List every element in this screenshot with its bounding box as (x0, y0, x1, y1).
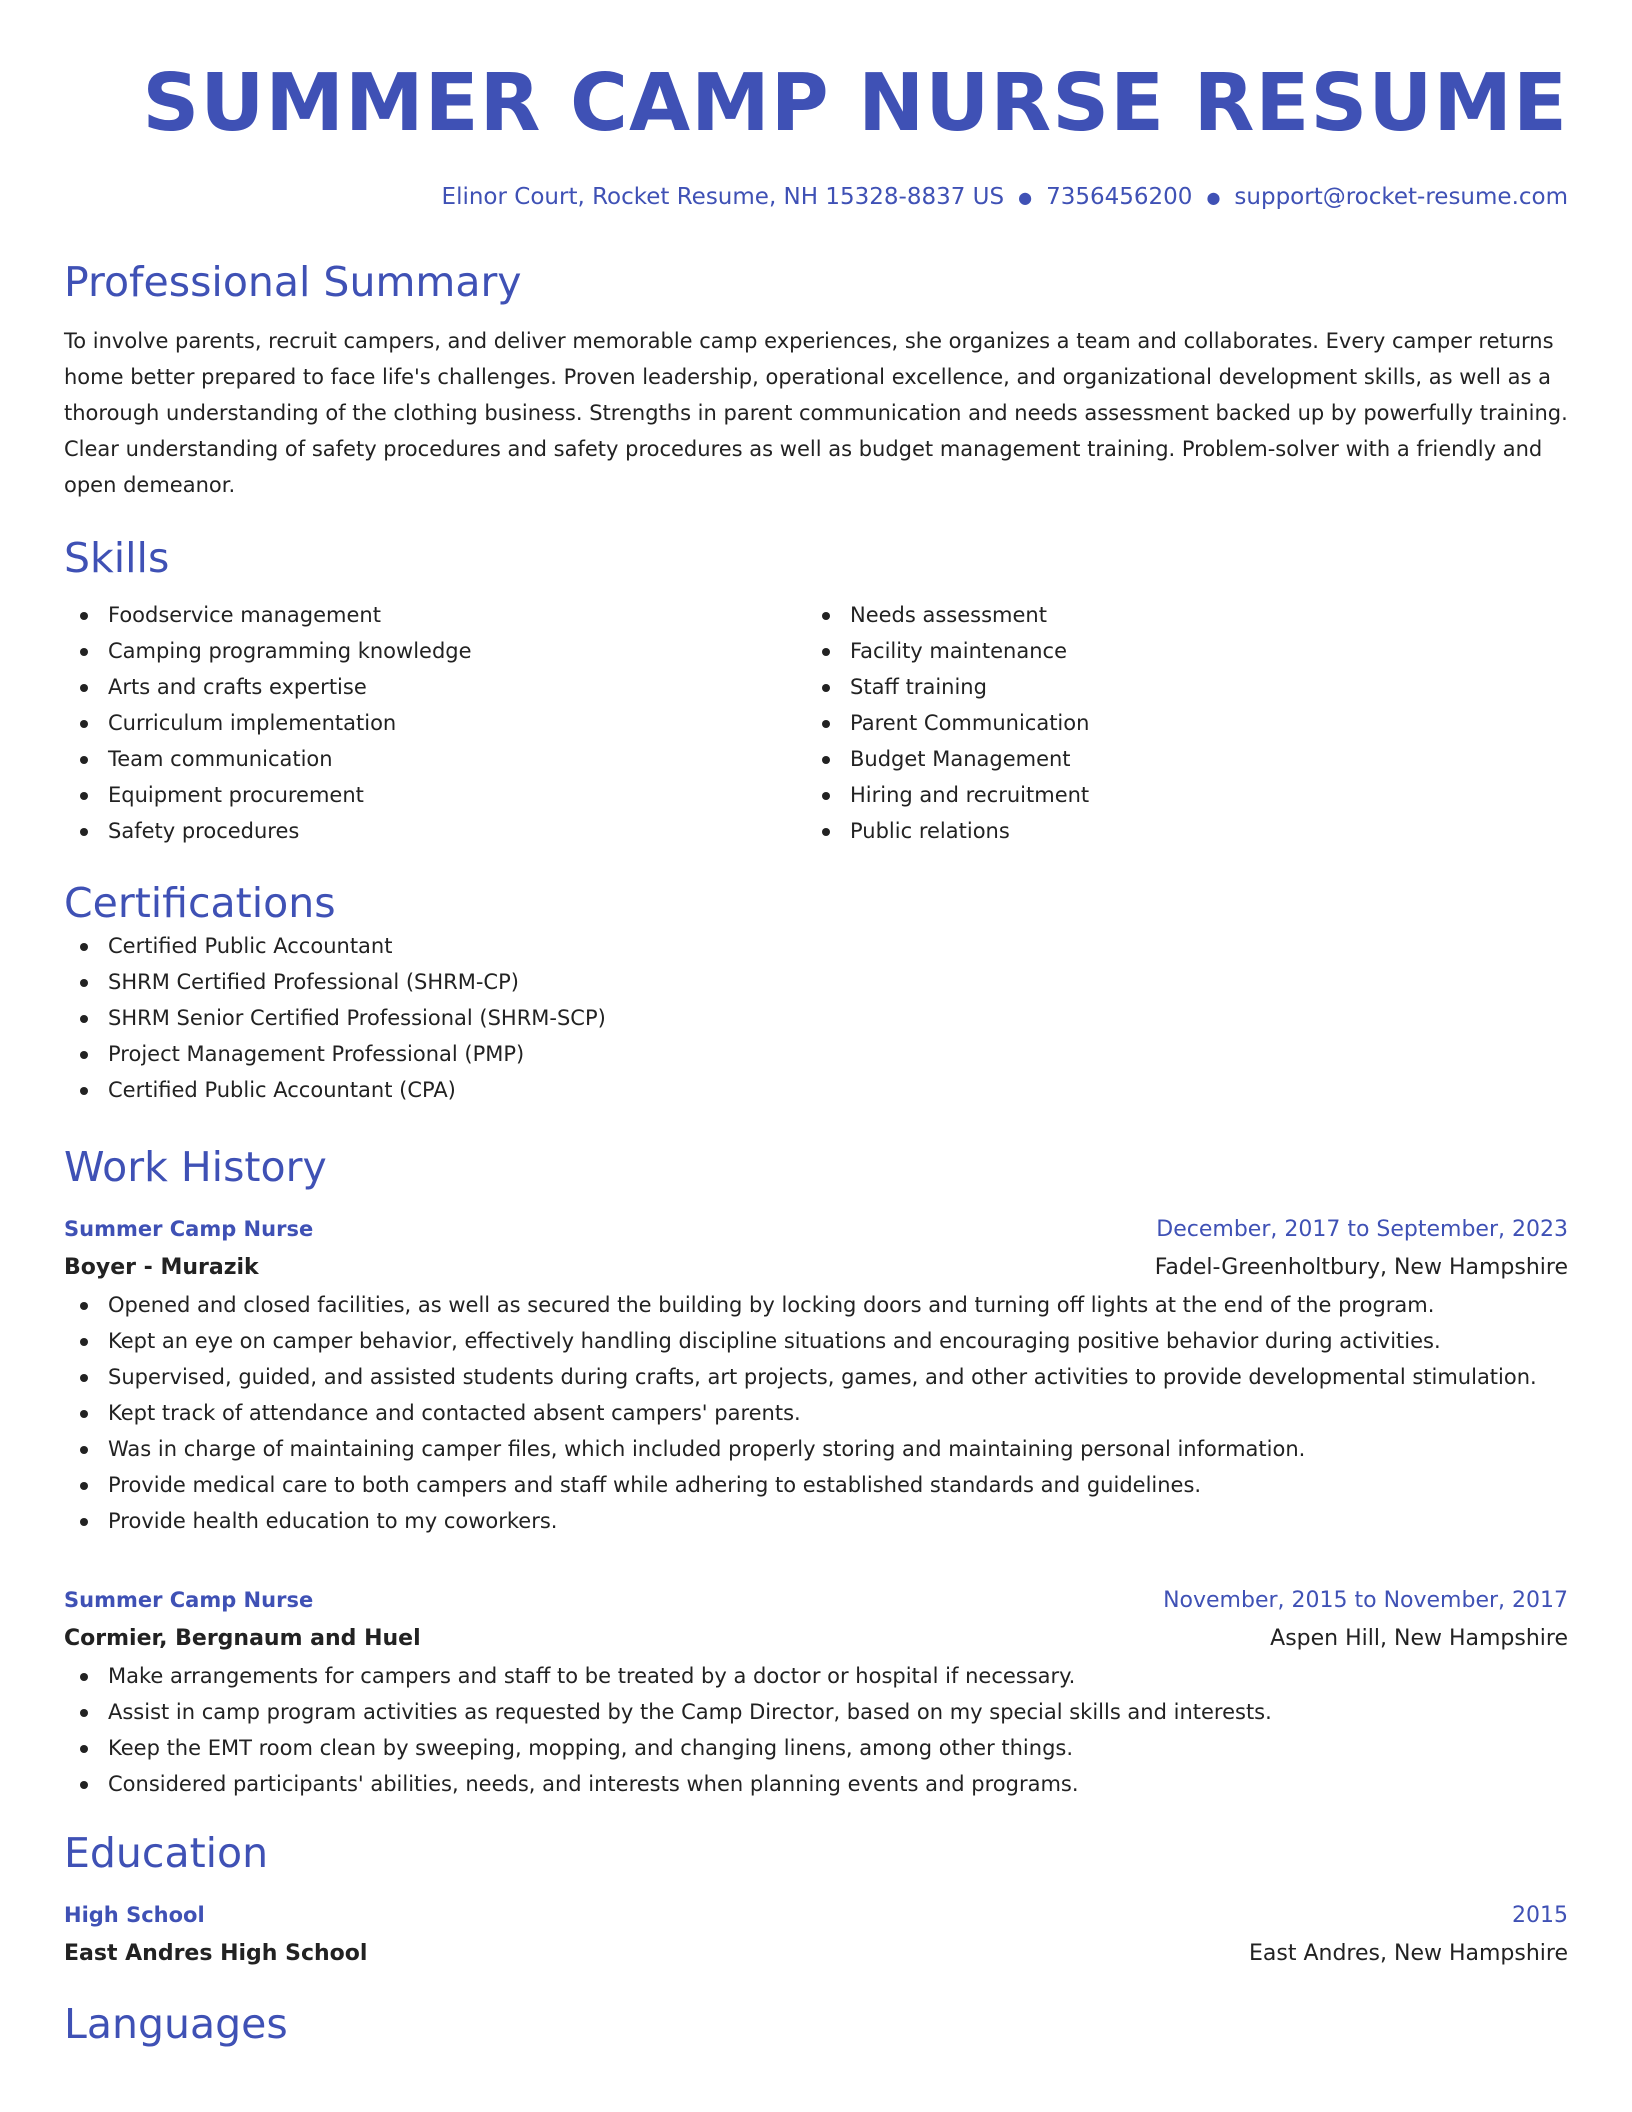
education-school-row (64, 1935, 1568, 1973)
job-duty-item: Kept an eye on camper behavior, effectively handling discipline situations and encouraging positive behavior during activities. (64, 1323, 1568, 1359)
skill-item: Curriculum implementation (64, 705, 806, 741)
resume-page (64, 0, 1568, 2049)
job-duty-item: Assist in camp program activities as requested by the Camp Director, based on my special skills and interests. (64, 1694, 1568, 1730)
education-heading: Education (64, 1828, 269, 1877)
resume-title: SUMMER CAMP NURSE RESUME (142, 57, 1568, 149)
skill-item: Foodservice management (64, 597, 806, 633)
summary-heading: Professional Summary (64, 257, 522, 306)
skill-item: Equipment procurement (64, 777, 806, 813)
languages-heading: Languages (64, 1999, 288, 2048)
education-year: 2015 (1512, 1902, 1568, 1928)
job-location: Aspen Hill, New Hampshire (1270, 1625, 1568, 1651)
certifications-heading: Certifications (64, 878, 336, 927)
skill-item: Budget Management (806, 741, 1548, 777)
education-school: East Andres High School (64, 1940, 368, 1966)
job-duty-item: Was in charge of maintaining camper files, which included properly storing and maintaining personal information. (64, 1431, 1568, 1467)
skill-item: Team communication (64, 741, 806, 777)
job-entry (64, 1581, 1568, 1802)
job-employer-row (64, 1620, 1568, 1658)
education-degree: High School (64, 1902, 205, 1927)
skill-item: Camping programming knowledge (64, 633, 806, 669)
education-location: East Andres, New Hampshire (1249, 1940, 1568, 1966)
work-history-heading: Work History (64, 1142, 327, 1191)
job-duties-list (64, 1287, 1568, 1539)
education-entry (64, 1896, 1568, 1973)
skills-column-left (64, 597, 806, 849)
job-duty-item: Provide medical care to both campers and staff while adhering to established standards and guidelines. (64, 1467, 1568, 1503)
bullet-separator: ● (1018, 187, 1033, 207)
skill-item: Arts and crafts expertise (64, 669, 806, 705)
contact-email[interactable]: support@rocket-resume.com (1234, 184, 1568, 210)
job-title: Summer Camp Nurse (64, 1216, 314, 1241)
job-employer: Cormier, Bergnaum and Huel (64, 1625, 421, 1651)
job-location: Fadel-Greenholtbury, New Hampshire (1154, 1254, 1568, 1280)
contact-line (64, 181, 1568, 214)
job-duty-item: Kept track of attendance and contacted absent campers' parents. (64, 1395, 1568, 1431)
summary-text: To involve parents, recruit campers, and deliver memorable camp experiences, she organizes a team and collaborates. Every camper returns home better prepared to face life's challenges. Proven leadership, operational excellence, and organizational development skills, as well as a thorough understanding of the clothing business. Strengths in parent communication and needs assessment backed up by powerfully training. Clear understanding of safety procedures and safety procedures as well as budget management training. Problem-solver with a friendly and open demeanor. (64, 328, 1568, 497)
job-duty-item: Keep the EMT room clean by sweeping, mopping, and changing linens, among other things. (64, 1730, 1568, 1766)
bullet-separator: ● (1206, 187, 1221, 207)
job-dates: November, 2015 to November, 2017 (1163, 1587, 1568, 1613)
job-duty-item: Provide health education to my coworkers. (64, 1503, 1568, 1539)
skill-item: Needs assessment (806, 597, 1548, 633)
certification-item: Certified Public Accountant (64, 928, 1568, 964)
contact-phone: 7356456200 (1046, 184, 1193, 210)
job-duty-item: Make arrangements for campers and staff to be treated by a doctor or hospital if necessary. (64, 1658, 1568, 1694)
certifications-list (64, 928, 1568, 1108)
job-header-row (64, 1210, 1568, 1249)
contact-address: Elinor Court, Rocket Resume, NH 15328-8837 US (441, 184, 1005, 210)
certification-item: SHRM Certified Professional (SHRM-CP) (64, 964, 1568, 1000)
skill-item: Safety procedures (64, 813, 806, 849)
skill-item: Staff training (806, 669, 1548, 705)
skills-grid (64, 597, 1568, 849)
skill-item: Parent Communication (806, 705, 1548, 741)
certification-item: SHRM Senior Certified Professional (SHRM-SCP) (64, 1000, 1568, 1036)
skills-heading: Skills (64, 533, 170, 582)
job-duty-item: Opened and closed facilities, as well as secured the building by locking doors and turning off lights at the end of the program. (64, 1287, 1568, 1323)
job-duty-item: Supervised, guided, and assisted students during crafts, art projects, games, and other activities to provide developmental stimulation. (64, 1359, 1568, 1395)
job-header-row (64, 1581, 1568, 1620)
job-duties-list (64, 1658, 1568, 1802)
skill-item: Hiring and recruitment (806, 777, 1548, 813)
skill-item: Public relations (806, 813, 1548, 849)
job-duty-item: Considered participants' abilities, needs, and interests when planning events and programs. (64, 1766, 1568, 1802)
job-dates: December, 2017 to September, 2023 (1156, 1216, 1568, 1242)
skill-item: Facility maintenance (806, 633, 1548, 669)
certification-item: Certified Public Accountant (CPA) (64, 1072, 1568, 1108)
certification-item: Project Management Professional (PMP) (64, 1036, 1568, 1072)
job-entry (64, 1210, 1568, 1539)
job-employer-row (64, 1249, 1568, 1287)
skills-column-right (806, 597, 1548, 849)
education-header-row (64, 1896, 1568, 1935)
job-title: Summer Camp Nurse (64, 1587, 314, 1612)
job-employer: Boyer - Murazik (64, 1254, 259, 1280)
